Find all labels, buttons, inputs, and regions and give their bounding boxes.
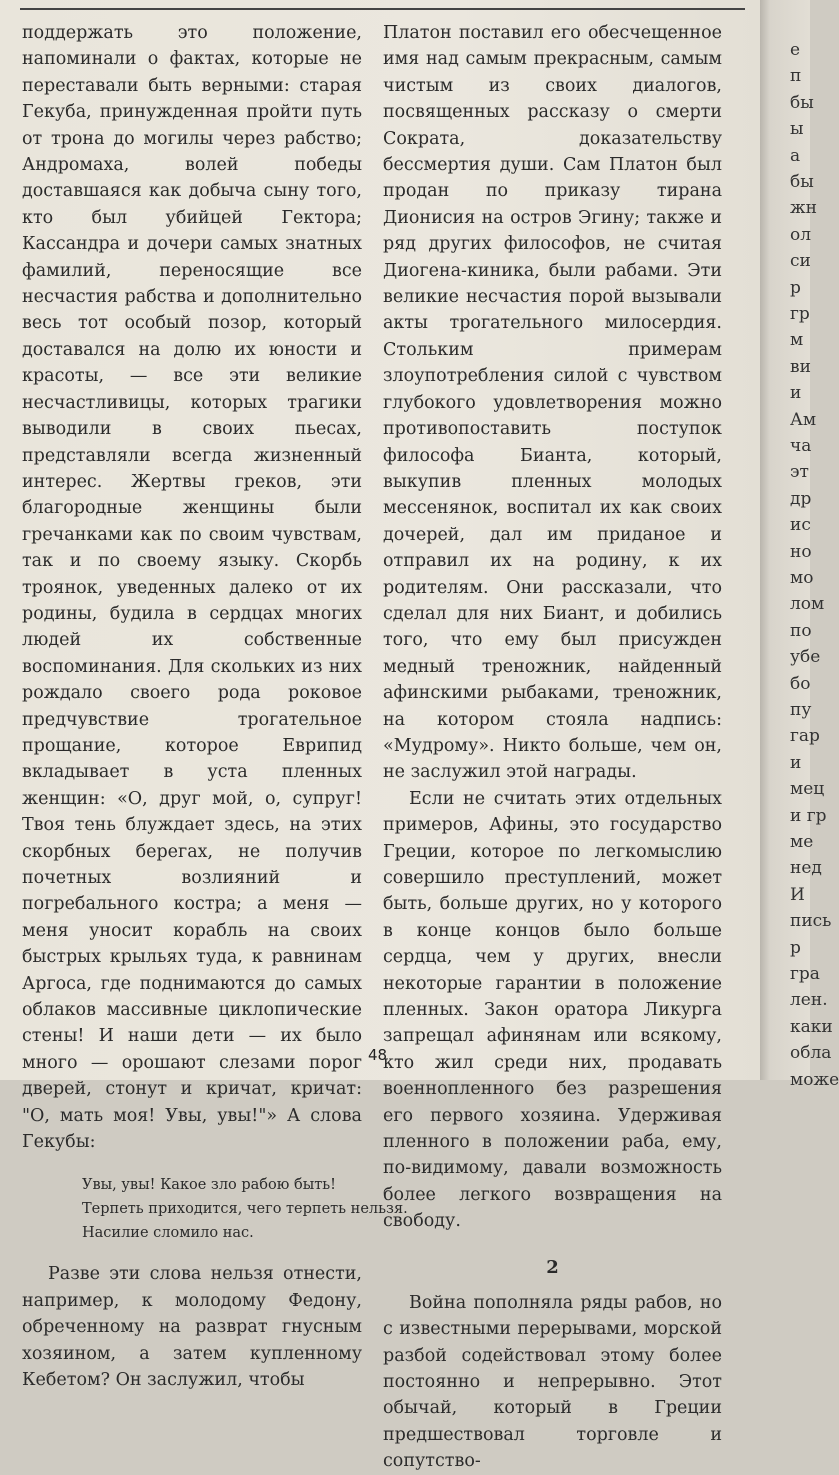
facing-page-fragment: бы (790, 92, 814, 113)
facing-page-fragment: по (790, 620, 812, 641)
facing-page-fragment: ол (790, 224, 812, 245)
page-number: 48 (368, 1046, 388, 1064)
facing-page-fragment: бы (790, 172, 814, 192)
right-column (383, 20, 722, 1475)
facing-page-fragment: р (790, 277, 801, 298)
facing-page-fragment: лен. (790, 990, 828, 1011)
paragraph: Если не считать этих отдельных примеров, Афины, это государство Греции, которое по легкомыслию совершило преступлений, может быть, больше других, но у которого в конце концов было больше сердца, чем у других, внесли некоторые гарантии в положение пленных. Закон оратора Ликурга запрещал афинянам или всякому, кто жил среди них, продавать военнопленного без разрешения его первого хозяина. Удерживая пленного в положении раба, ему, по-видимому, давали возможность более легкого возвращения на свободу. (383, 788, 722, 1232)
header-rule (20, 8, 745, 10)
facing-page-fragment: гра (790, 964, 820, 984)
facing-page-fragment: м (790, 330, 804, 351)
facing-page-fragment: и (790, 383, 802, 404)
facing-page-fragment: си (790, 251, 811, 272)
facing-page-fragment: мо (790, 568, 814, 588)
facing-page-fragment: убе (790, 647, 821, 668)
facing-page-fragment: ча (790, 436, 812, 456)
facing-page-fragment: р (790, 937, 801, 958)
verse-line: Насилие сломило нас. (82, 1225, 254, 1242)
verse-line: Терпеть приходится, чего терпеть нельзя. (82, 1201, 408, 1218)
paragraph: поддержать это положение, напоминали о фактах, которые не переставали быть верными: старая Гекуба, принужденная пройти путь от трона до могилы через рабство; Андромаха, волей победы доставшаяся как добыча сыну того, кто был убийцей Гектора; Кассандра и дочери самых знатных фамилий, переносящие все несчастия рабства и дополнительно весь тот особый позор, который доставался на долю их юности и красоты, — все эти великие несчастливицы, которых трагики выводили в своих пьесах, представляли всегда жизненный интерес. Жертвы греков, эти благородные женщины были гречанками как по своим чувствам, так и по своему языку. Скорбь троянок, уведенных далеко от их родины, будила в сердцах многих людей их собственные воспоминания. Для скольких из них рождало своего рода роковое предчувствие трогательное прощание, которое Еврипид вкладывает в уста пленных женщин: «О, друг мой, о, супруг! Твоя тень блуждает здесь, на этих скорбных берегах, не получив почетных возлияний и погребального костра; а меня — меня уносит корабль на своих быстрых крыльях туда, к равнинам Аргоса, где поднимаются до самых облаков массивные циклопические стены! И наши дети — их было много — орошают слезами порог дверей, стонут и кричат, кричат: "О, мать моя! Увы, увы!"» А слова Гекубы: (22, 23, 362, 1153)
paragraph: Платон поставил его обесчещенное имя над самым прекрасным, самым чистым из своих диалогов, посвященных рассказу о смерти Сократа, доказательству бессмертия души. Сам Платон был продан по приказу тирана Дионисия на остров Эгину; также и ряд других философов, не считая Диогена-киника, были рабами. Эти великие несчастия порой вызывали акты трогательного милосердия. Стольким примерам злоупотребления силой с чувством глубокого удовлетворения можно противопоставить поступок философа Бианта, который, выкупив пленных молодых мессенянок, воспитал их как своих дочерей, дал им приданое и отправил их на родину, к их родителям. Они рассказали, что сделал для них Биант, и добились того, что ему был присужден медный треножник, найденный афинскими рыбаками, треножник, на котором стояла надпись: «Мудрому». Никто больше, чем он, не заслужил этой награды. (383, 23, 722, 783)
facing-page-fragment: др (790, 488, 812, 509)
section-number: 2 (546, 1256, 559, 1278)
facing-page-edge (760, 0, 839, 1090)
verse-line: Увы, увы! Какое зло рабою быть! (82, 1177, 337, 1194)
facing-page-fragment: може (790, 1069, 839, 1090)
facing-page-fragment: е (790, 40, 801, 60)
facing-page-fragment: ме (790, 832, 814, 852)
facing-page-fragment: гар (790, 726, 820, 747)
facing-page-fragment: Ам (790, 409, 817, 430)
facing-page-fragment: а (790, 145, 801, 166)
facing-page-fragment: и (790, 752, 802, 773)
facing-page-fragment: мец (790, 779, 825, 800)
facing-page-fragment: ы (790, 119, 804, 140)
facing-page-fragment: И (790, 884, 805, 905)
facing-page-fragment: эт (790, 462, 809, 483)
facing-page-fragment: ви (790, 356, 811, 377)
facing-page-fragment: бо (790, 673, 811, 694)
facing-page-fragment: нед (790, 858, 822, 879)
facing-page-fragment: ис (790, 515, 811, 536)
verse-quote (82, 1173, 408, 1245)
facing-page-fragment: но (790, 541, 812, 562)
paragraph: Война пополняла ряды рабов, но с известными перерывами, морской разбой содействовал этому более постоянно и непрерывно. Этот обычай, который в Греции предшествовал торговле и сопутство- (383, 1292, 722, 1472)
facing-page-fragment: п (790, 66, 802, 87)
facing-page-fragment: жн (790, 198, 817, 219)
facing-page-fragment: гр (790, 304, 810, 324)
facing-page-fragment: пу (790, 700, 812, 720)
facing-page-fragment: пись (790, 911, 832, 932)
facing-page-fragment: каки (790, 1016, 833, 1037)
facing-page-fragment: и гр (790, 805, 827, 826)
facing-page-fragment: лом (790, 594, 825, 615)
facing-page-fragment: обла (790, 1043, 832, 1064)
paragraph: Разве эти слова нельзя отнести, например, к молодому Федону, обреченному на разврат гнусным хозяином, а затем купленному Кебетом? Он заслужил, чтобы (22, 1264, 362, 1391)
